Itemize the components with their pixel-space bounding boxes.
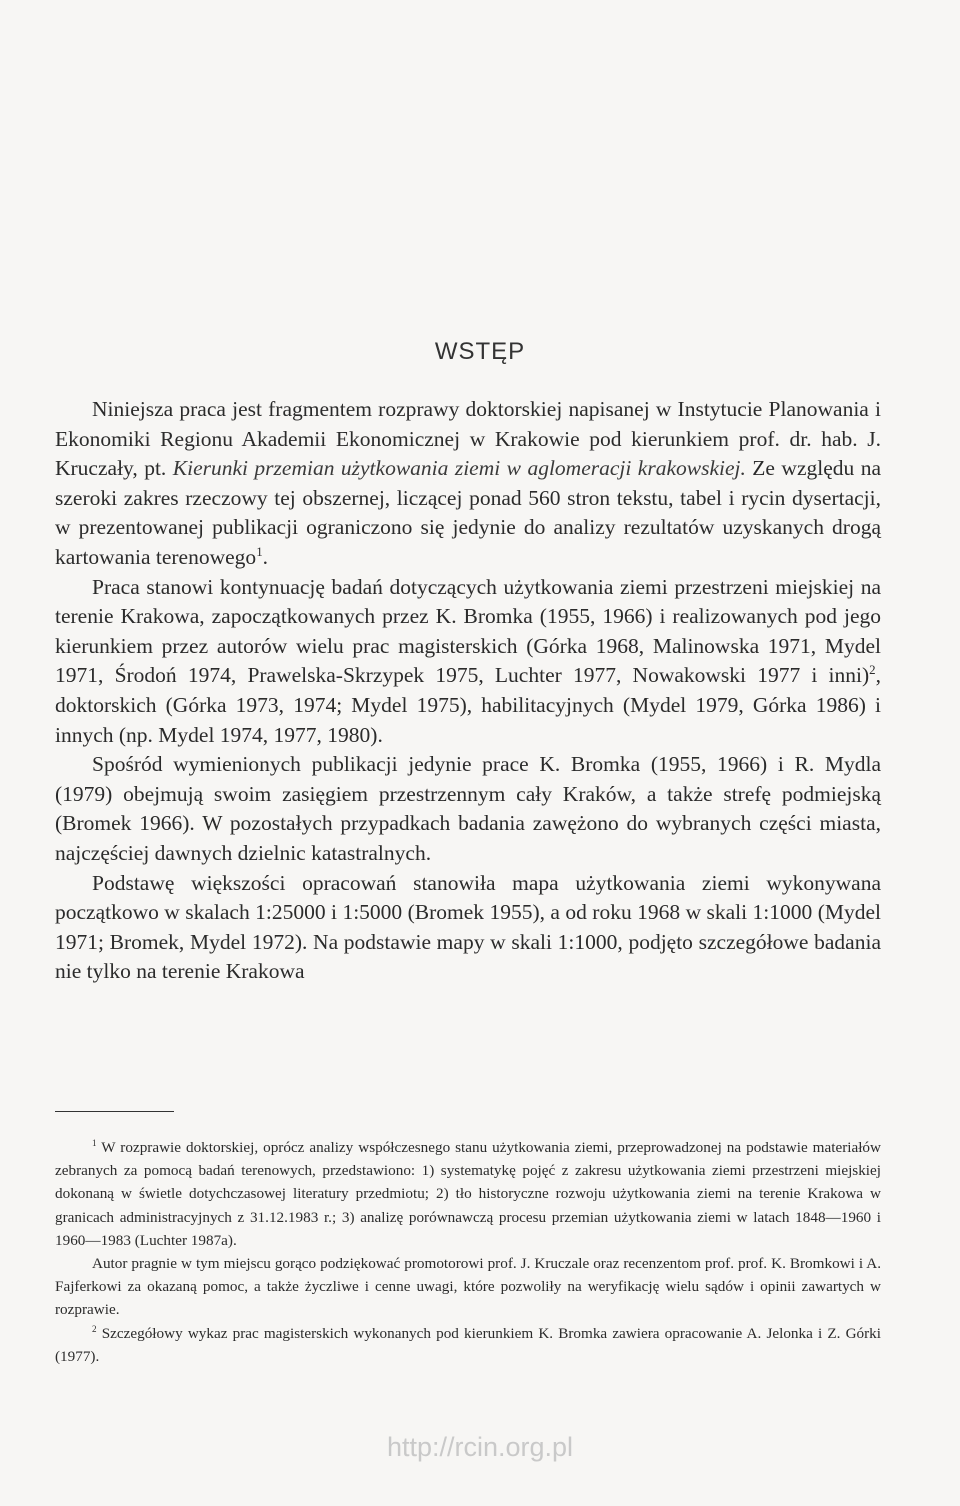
- paragraph-2-text-a: Praca stanowi kontynuację badań dotyczących użytkowania ziemi przestrzeni miejskiej na terenie Krakowa, zapoczątkowanych przez K. Bromka (1955, 1966) i realizowanych pod jego kierunkiem przez autorów wielu prac magisterskich (Górka 1968, Malinowska 1971, Mydel 1971, Środoń 1974, Prawelska-Skrzypek 1975, Luchter 1977, Nowakowski 1977 i inni): [55, 574, 881, 688]
- footnotes: [55, 1136, 881, 1368]
- footnote-2-text: Szczegółowy wykaz prac magisterskich wykonanych pod kierunkiem K. Bromka zawiera opracowanie A. Jelonka i Z. Górki (1977).: [55, 1324, 881, 1365]
- footnote-ref-2: 2: [869, 663, 876, 678]
- footnote-1: [55, 1136, 881, 1252]
- paragraph-1-text-c: .: [262, 544, 269, 569]
- footnote-2-marker: 2: [92, 1323, 97, 1334]
- paragraph-3: Spośród wymienionych publikacji jedynie prace K. Bromka (1955, 1966) i R. Mydla (1979) obejmują swoim zasięgiem przestrzennym cały Kraków, a także strefę podmiejską (Bromek 1966). W pozostałych przypadkach badania zawężono do wybranych części miasta, najczęściej dawnych dzielnic katastralnych.: [55, 752, 881, 865]
- body-text: [55, 395, 881, 987]
- paragraph-1-text-a: Niniejsza praca jest fragmentem rozprawy doktorskiej napisanej w Instytucie Planowania i Ekonomiki Regionu Akademii Ekonomicznej w Krakowie pod kierunkiem prof. dr. hab. J. Kruczały, pt.: [55, 397, 881, 481]
- paragraph-1-title-italic: Kierunki przemian użytkowania ziemi w aglomeracji krakowskiej.: [172, 456, 746, 481]
- footnote-divider: [55, 1111, 174, 1112]
- footnote-2: [55, 1322, 881, 1368]
- footnote-acknowledgement: Autor pragnie w tym miejscu gorąco podziękować promotorowi prof. J. Kruczale oraz recenzentom prof. prof. K. Bromkowi i A. Fajferkowi za okazaną pomoc, a także życzliwe i cenne uwagi, które pozwoliły na weryfikację wielu sądów i opinii zawartych w rozprawie.: [55, 1255, 881, 1319]
- footnote-ref-1: 1: [256, 544, 263, 559]
- paragraph-4: Podstawę większości opracowań stanowiła mapa użytkowania ziemi wykonywana początkowo w skalach 1:25000 i 1:5000 (Bromek 1955), a od roku 1968 w skali 1:1000 (Mydel 1971; Bromek, Mydel 1972). Na podstawie mapy w skali 1:1000, podjęto szczegółowe badania nie tylko na terenie Krakowa: [55, 870, 881, 984]
- paragraph-1-text-b: Ze względu na szeroki zakres rzeczowy tej obszernej, liczącej ponad 560 stron tekstu, tabel i rycin dysertacji, w prezentowanej publikacji ograniczono się jedynie do analizy rezultatów uzyskanych drogą kartowania terenowego: [55, 456, 881, 569]
- footnote-1-text: W rozprawie doktorskiej, oprócz analizy współczesnego stanu użytkowania ziemi, przeprowadzonej na podstawie materiałów zebranych za pomocą badań terenowych, przedstawiono: 1) systematykę pojęć z zakresu użytkowania ziemi przestrzeni miejskiej dokonaną w świetle dotychczasowej literatury przedmiotu; 2) tło historyczne rozwoju użytkowania ziemi na terenie Krakowa w granicach administracyjnych z 31.12.1983 r.; 3) analizę porównawczą procesu przemian użytkowania ziemi w latach 1848—1960 i 1960—1983 (Luchter 1987a).: [55, 1139, 881, 1249]
- footnote-1-marker: 1: [92, 1137, 97, 1148]
- paragraph-1: [55, 395, 881, 573]
- section-heading: WSTĘP: [434, 338, 526, 365]
- paragraph-2: [55, 573, 881, 751]
- paragraph-2-text-b: , doktorskich (Górka 1973, 1974; Mydel 1975), habilitacyjnych (Mydel 1979, Górka 1986) i innych (np. Mydel 1974, 1977, 1980).: [55, 663, 881, 747]
- watermark-url: http://rcin.org.pl: [386, 1432, 574, 1462]
